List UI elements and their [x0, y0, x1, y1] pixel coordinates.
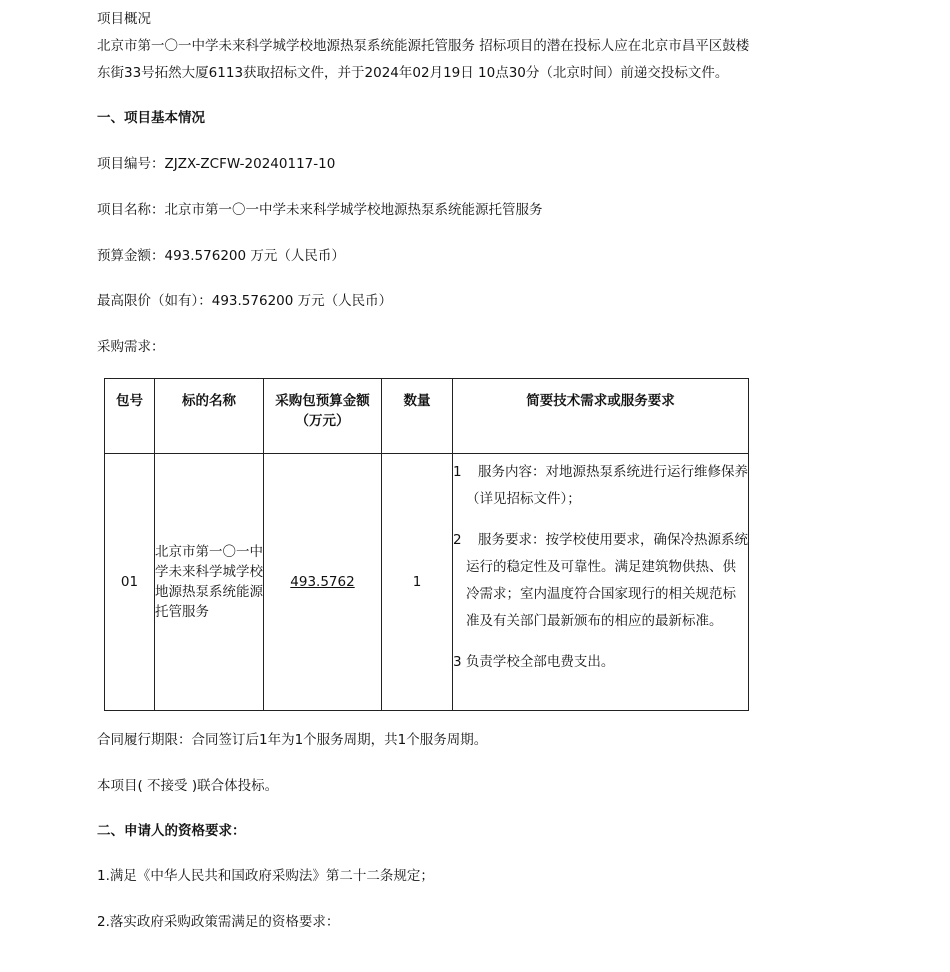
requirement-2-num: 2 [453, 532, 462, 548]
requirement-2-text-b: 运行的稳定性及可靠性。满足建筑物供热、供 [466, 559, 736, 575]
table-row [105, 454, 749, 711]
budget-amount: 预算金额：493.576200 万元（人民币） [97, 248, 345, 264]
cell-requirements [453, 454, 749, 711]
header-amount-line2: （万元） [295, 413, 350, 429]
requirement-1 [453, 459, 748, 513]
contract-period: 合同履行期限：合同签订后1年为1个服务周期，共1个服务周期。 [97, 732, 488, 748]
requirement-2-text-a: 服务要求：按学校使用要求，确保冷热源系统 [478, 532, 748, 548]
section2-heading: 二、申请人的资格要求： [97, 823, 246, 839]
project-number: 项目编号：ZJZX-ZCFW-20240117-10 [97, 156, 336, 172]
requirement-2-text-d: 准及有关部门最新颁布的相应的最新标准。 [466, 613, 723, 629]
overview-text-line-2: 东街33号拓然大厦6113获取招标文件，并于2024年02月19日 10点30分（北京时间）前递交投标文件。 [97, 65, 729, 81]
procurement-table [104, 378, 749, 711]
requirement-2-text-c: 冷需求；室内温度符合国家现行的相关规范标 [466, 586, 736, 602]
section1-heading: 一、项目基本情况 [97, 110, 205, 126]
cell-name [155, 454, 264, 711]
cell-name-line: 托管服务 [155, 604, 209, 620]
cell-pkg: 01 [105, 454, 155, 711]
requirement-1-text-a: 服务内容：对地源热泵系统进行运行维修保养 [478, 464, 748, 480]
overview-text-line-1: 北京市第一〇一中学未来科学城学校地源热泵系统能源托管服务 招标项目的潜在投标人应在北京市昌平区鼓楼 [97, 38, 750, 54]
header-qty: 数量 [382, 379, 453, 454]
table-header-row [105, 379, 749, 454]
cell-name-line: 地源热泵系统能源 [155, 584, 263, 600]
qualification-item-2: 2.落实政府采购政策需满足的资格要求： [97, 914, 340, 930]
header-amount-line1: 采购包预算金额 [275, 393, 370, 409]
amount-link[interactable]: 493.5762 [290, 574, 355, 590]
overview-title: 项目概况 [97, 11, 151, 27]
requirement-2 [453, 527, 748, 635]
requirement-1-num: 1 [453, 464, 462, 480]
header-pkg: 包号 [105, 379, 155, 454]
cell-amount [264, 454, 382, 711]
header-requirements: 简要技术需求或服务要求 [453, 379, 749, 454]
header-name: 标的名称 [155, 379, 264, 454]
cell-name-line: 北京市第一〇一中 [155, 544, 263, 560]
header-amount [264, 379, 382, 454]
cell-qty: 1 [382, 454, 453, 711]
requirement-3: 3 负责学校全部电费支出。 [453, 654, 615, 670]
consortium-note: 本项目( 不接受 )联合体投标。 [97, 778, 279, 794]
qualification-item-1: 1.满足《中华人民共和国政府采购法》第二十二条规定； [97, 868, 434, 884]
procurement-label: 采购需求： [97, 339, 165, 355]
max-price: 最高限价（如有）：493.576200 万元（人民币） [97, 293, 393, 309]
requirement-1-text-b: （详见招标文件）； [466, 491, 581, 507]
cell-name-line: 学未来科学城学校 [155, 564, 263, 580]
project-name: 项目名称：北京市第一〇一中学未来科学城学校地源热泵系统能源托管服务 [97, 202, 543, 218]
